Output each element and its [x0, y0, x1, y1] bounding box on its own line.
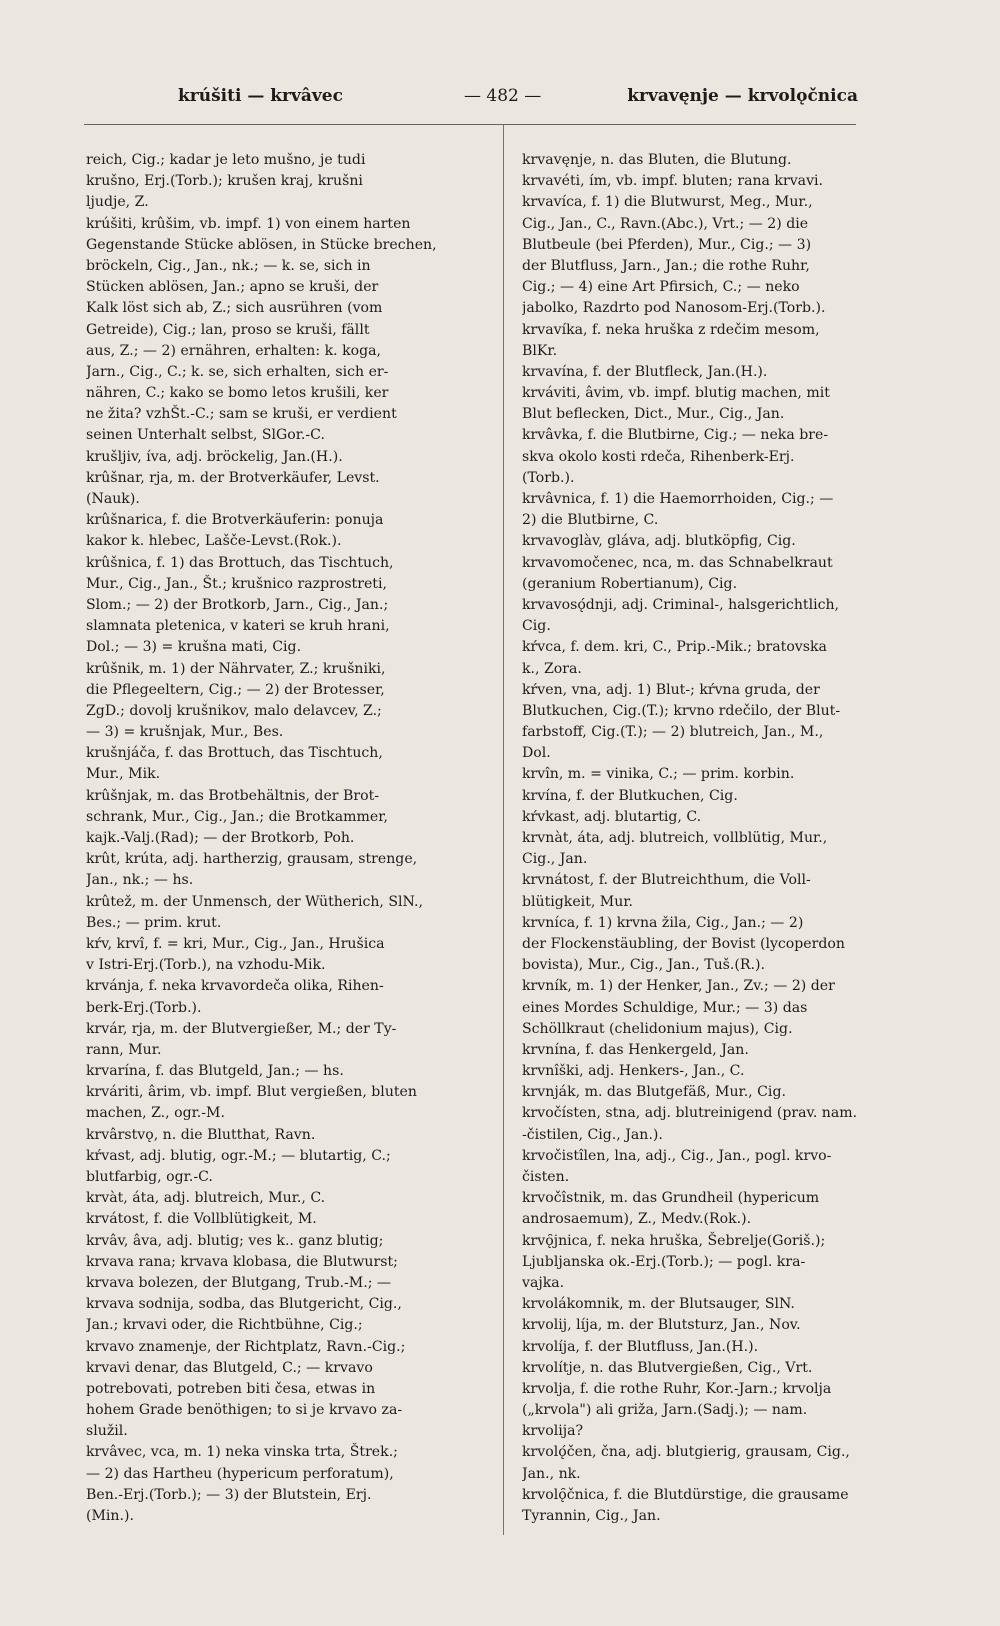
text-line: Jarn., Cig., C.; k. se, sich erhalten, sich er- [86, 363, 389, 380]
text-line: krvolítje, n. das Blutvergießen, Cig., Vrt. [522, 1359, 813, 1376]
text-line: krvína, f. der Blutkuchen, Cig. [522, 787, 738, 804]
text-line: (Torb.). [522, 469, 575, 486]
text-line: — 2) das Hartheu (hypericum perforatum), [86, 1465, 394, 1482]
text-line: v Istri-Erj.(Torb.), na vzhodu-Mik. [86, 957, 326, 974]
text-line: potrebovati, potreben biti česa, etwas in [86, 1380, 376, 1397]
text-line: krvánja, f. neka krvavordeča olika, Rihen- [86, 978, 384, 995]
text-line: — 3) = krušnjak, Mur., Bes. [86, 724, 284, 741]
text-line: berk-Erj.(Torb.). [86, 999, 202, 1016]
right-column [522, 150, 954, 1527]
text-line: Blutkuchen, Cig.(T.); krvno rdečilo, der Blut- [522, 702, 841, 719]
text-line: schrank, Mur., Cig., Jan.; die Brotkammer, [86, 808, 388, 825]
text-line: krvolákomnik, m. der Blutsauger, SlN. [522, 1296, 795, 1313]
text-line: krvavi denar, das Blutgeld, C.; — krvavo [86, 1359, 373, 1376]
text-line: krvnîški, adj. Henkers-, Jan., C. [522, 1063, 745, 1080]
text-line: Dol.; — 3) = krušna mati, Cig. [86, 639, 302, 656]
text-line: krvǫ̑jnica, f. neka hruška, Šebrelje(Goriš.); [522, 1232, 826, 1249]
text-line: (Min.). [86, 1508, 134, 1524]
text-line: Mur., Cig., Jan., Št.; krušnico razprostreti, [86, 575, 387, 592]
text-line: krvavo znamenje, der Richtplatz, Ravn.-Cig.; [86, 1338, 406, 1355]
text-line: Cig., Jan., C., Ravn.(Abc.), Vrt.; — 2) die [522, 215, 809, 232]
text-line: (geranium Robertianum), Cig. [522, 575, 738, 592]
text-line: (Nauk). [86, 491, 140, 507]
text-line: krušljiv, íva, adj. bröckelig, Jan.(H.). [86, 448, 343, 465]
text-line: krváviti, âvim, vb. impf. blutig machen, mit [522, 385, 830, 402]
text-line: krvavomočenec, nca, m. das Schnabelkraut [522, 554, 833, 571]
text-line: krvočísten, stna, adj. blutreinigend (prav. nam. [522, 1105, 858, 1122]
text-line: der Blutfluss, Jarn., Jan.; die rothe Ruhr, [522, 257, 810, 274]
text-line: -čistilen, Cig., Jan.). [522, 1126, 663, 1143]
text-line: krvâvnica, f. 1) die Haemorrhoiden, Cig.; — [522, 491, 834, 507]
text-line: krvavína, f. der Blutfleck, Jan.(H.). [522, 363, 768, 380]
text-line: krvavíca, f. 1) die Blutwurst, Meg., Mur., [522, 194, 813, 211]
text-line: 2) die Blutbirne, C. [522, 512, 659, 529]
text-line: krvavíka, f. neka hruška z rdečim mesom, [522, 321, 820, 338]
text-line: krvník, m. 1) der Henker, Jan., Zv.; — 2) der [522, 978, 835, 995]
page-header [178, 86, 858, 114]
text-line: aus, Z.; — 2) ernähren, erhalten: k. koga, [86, 342, 381, 359]
text-line: ZgD.; dovolj krušnikov, malo delavcev, Z.; [86, 702, 382, 719]
text-line: Slom.; — 2) der Brotkorb, Jarn., Cig., Jan.; [86, 596, 389, 613]
text-line: krvava sodnija, sodba, das Blutgericht, Cig., [86, 1296, 402, 1313]
text-line: Mur., Mik. [86, 766, 161, 783]
text-line: krvâvka, f. die Blutbirne, Cig.; — neka bre- [522, 427, 829, 444]
text-line: BlKr. [522, 342, 558, 359]
text-line: služil. [86, 1423, 128, 1440]
text-line: krûšnjak, m. das Brotbehältnis, der Brot- [86, 787, 380, 804]
text-line: krvolǫ́čen, čna, adj. blutgierig, grausam, Cig., [522, 1444, 850, 1461]
text-line: krvîn, m. = vinika, C.; — prim. korbin. [522, 766, 795, 783]
text-line: Blut beflecken, Dict., Mur., Cig., Jan. [522, 406, 785, 423]
text-line: krvočîstnik, m. das Grundheil (hypericum [522, 1190, 820, 1207]
text-line: androsaemum), Z., Medv.(Rok.). [522, 1211, 752, 1228]
text-line: krût, krúta, adj. hartherzig, grausam, strenge, [86, 851, 418, 868]
column-divider [503, 125, 504, 1535]
page-number: — 482 — [464, 86, 542, 106]
text-line: Stücken ablösen, Jan.; apno se kruši, der [86, 279, 379, 296]
text-line: Gegenstande Stücke ablösen, in Stücke brechen, [86, 236, 437, 253]
text-line: Schöllkraut (chelidonium majus), Cig. [522, 1020, 793, 1037]
text-line: der Flockenstäubling, der Bovist (lycoperdon [522, 935, 845, 952]
text-line: krvâvec, vca, m. 1) neka vinska trta, Štrek.; [86, 1444, 398, 1461]
text-line: krvâv, âva, adj. blutig; ves k.. ganz blutig; [86, 1232, 384, 1249]
text-line: krûšnarica, f. die Brotverkäuferin: ponuja [86, 512, 384, 529]
text-line: blutfarbig, ogr.-C. [86, 1169, 213, 1185]
text-line: krvavosǫ́dnji, adj. Criminal-, halsgerichtlich, [522, 596, 840, 613]
text-line: seinen Unterhalt selbst, SlGor.-C. [86, 427, 325, 444]
text-line: Tyrannin, Cig., Jan. [522, 1508, 661, 1524]
text-line: Cig., Jan. [522, 851, 588, 868]
text-line: Ben.-Erj.(Torb.); — 3) der Blutstein, Erj. [86, 1486, 372, 1503]
text-line: kŕv, krvî, f. = kri, Mur., Cig., Jan., Hrušica [86, 935, 385, 952]
text-line: bovista), Mur., Cig., Jan., Tuš.(R.). [522, 957, 765, 974]
header-left-guideword: krúšiti — krvâvec [178, 86, 343, 106]
text-line: Bes.; — prim. krut. [86, 914, 222, 931]
text-line: krvolǫ̑čnica, f. die Blutdürstige, die grausame [522, 1486, 849, 1503]
text-line: krvátost, f. die Vollblütigkeit, M. [86, 1211, 317, 1228]
text-line: čisten. [522, 1169, 570, 1185]
text-line: kŕven, vna, adj. 1) Blut-; kŕvna gruda, der [522, 681, 820, 698]
text-line: krvavéti, ím, vb. impf. bluten; rana krvavi. [522, 173, 824, 190]
text-line: farbstoff, Cig.(T.); — 2) blutreich, Jan., M., [522, 724, 824, 741]
text-line: krvníca, f. 1) krvna žila, Cig., Jan.; — 2) [522, 914, 804, 931]
text-line: Cig. [522, 618, 551, 635]
text-line: krvolíja, f. der Blutfluss, Jan.(H.). [522, 1338, 759, 1355]
text-line: reich, Cig.; kadar je leto mušno, je tudi [86, 152, 366, 168]
text-line: („krvola") ali griža, Jarn.(Sadj.); — nam. [522, 1402, 808, 1419]
text-line: rann, Mur. [86, 1041, 162, 1058]
text-line: krvnína, f. das Henkergeld, Jan. [522, 1041, 749, 1058]
text-line: Blutbeule (bei Pferden), Mur., Cig.; — 3) [522, 236, 812, 253]
text-line: krvnátost, f. der Blutreichthum, die Voll- [522, 872, 811, 889]
text-line: hohem Grade benöthigen; to si je krvavo za- [86, 1402, 403, 1419]
text-line: krvârstvǫ, n. die Blutthat, Ravn. [86, 1126, 316, 1143]
text-line: die Pflegeeltern, Cig.; — 2) der Brotesser, [86, 681, 385, 698]
text-line: krûšnica, f. 1) das Brottuch, das Tischtuch, [86, 554, 394, 571]
text-line: krvnják, m. das Blutgefäß, Mur., Cig. [522, 1084, 786, 1101]
text-line: kŕvca, f. dem. kri, C., Prip.-Mik.; bratovska [522, 639, 827, 656]
header-rule [84, 124, 856, 125]
text-line: Getreide), Cig.; lan, proso se kruši, fällt [86, 321, 370, 338]
text-line: ljudje, Z. [86, 194, 149, 211]
text-line: k., Zora. [522, 660, 582, 677]
text-line: krvolij, líja, m. der Blutsturz, Jan., Nov. [522, 1317, 801, 1334]
text-line: krvolija? [522, 1423, 584, 1440]
left-column [86, 150, 490, 1527]
text-line: Cig.; — 4) eine Art Pfirsich, C.; — neko [522, 279, 800, 296]
text-line: krvolja, f. die rothe Ruhr, Kor.-Jarn.; krvolja [522, 1380, 832, 1397]
text-line: Kalk löst sich ab, Z.; sich ausrühren (vom [86, 300, 383, 317]
text-line: krváriti, ârim, vb. impf. Blut vergießen, bluten [86, 1084, 417, 1101]
text-line: kakor k. hlebec, Lašče-Levst.(Rok.). [86, 533, 342, 550]
text-line: krušno, Erj.(Torb.); krušen kraj, krušni [86, 173, 363, 190]
text-line: krûšnar, rja, m. der Brotverkäufer, Levst. [86, 469, 380, 486]
text-line: krvavoglàv, gláva, adj. blutköpfig, Cig. [522, 533, 796, 550]
text-line: Jan., nk. [522, 1465, 581, 1482]
text-line: krvavęnje, n. das Bluten, die Blutung. [522, 152, 792, 168]
text-line: krvava rana; krvava klobasa, die Blutwurst; [86, 1253, 398, 1270]
text-line: nähren, C.; kako se bomo letos krušili, ker [86, 385, 389, 402]
text-line: krvočistîlen, lna, adj., Cig., Jan., pogl. krvo- [522, 1147, 832, 1164]
text-line: krûšnik, m. 1) der Nährvater, Z.; krušniki, [86, 660, 386, 677]
text-line: krvnàt, áta, adj. blutreich, vollblütig, Mur., [522, 830, 828, 846]
text-line: krvarína, f. das Blutgeld, Jan.; — hs. [86, 1063, 344, 1080]
text-line: blütigkeit, Mur. [522, 893, 633, 910]
text-line: vajka. [522, 1274, 565, 1291]
text-line: krûtež, m. der Unmensch, der Wütherich, SlN., [86, 893, 423, 910]
text-line: skva okolo kosti rdeča, Rihenberk-Erj. [522, 448, 795, 465]
text-line: Ljubljanska ok.-Erj.(Torb.); — pogl. kra- [522, 1253, 806, 1270]
text-line: krvár, rja, m. der Blutvergießer, M.; der Ty- [86, 1020, 397, 1037]
text-line: krvava bolezen, der Blutgang, Trub.-M.; — [86, 1274, 392, 1291]
text-line: jabolko, Razdrto pod Nanosom-Erj.(Torb.). [522, 300, 826, 317]
text-line: machen, Z., ogr.-M. [86, 1105, 225, 1122]
text-line: kajk.-Valj.(Rad); — der Brotkorb, Poh. [86, 830, 355, 846]
text-line: bröckeln, Cig., Jan., nk.; — k. se, sich in [86, 257, 371, 274]
text-line: ne žita? vzhŠt.-C.; sam se kruši, er verdient [86, 406, 397, 423]
text-line: krúšiti, krûšim, vb. impf. 1) von einem harten [86, 215, 411, 232]
text-line: krvàt, áta, adj. blutreich, Mur., C. [86, 1190, 326, 1207]
header-right-guideword: krvavęnje — krvolǫčnica [627, 86, 858, 106]
text-line: krušnjáča, f. das Brottuch, das Tischtuch, [86, 745, 383, 762]
text-line: Dol. [522, 745, 551, 762]
text-line: Jan., nk.; — hs. [86, 872, 194, 889]
text-line: kŕvkast, adj. blutartig, C. [522, 808, 702, 825]
text-line: slamnata pletenica, v kateri se kruh hrani, [86, 618, 390, 635]
text-line: kŕvast, adj. blutig, ogr.-M.; — blutartig, C.; [86, 1147, 391, 1164]
text-line: eines Mordes Schuldige, Mur.; — 3) das [522, 999, 808, 1016]
text-line: Jan.; krvavi oder, die Richtbühne, Cig.; [86, 1317, 363, 1334]
